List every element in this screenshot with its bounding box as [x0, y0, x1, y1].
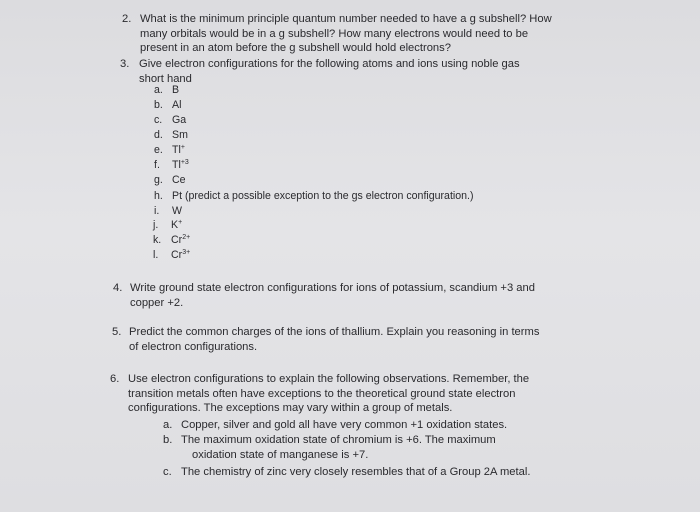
question-5-line: of electron configurations. — [129, 340, 258, 353]
question-3-item: h. Pt (predict a possible exception to the gs electron configuration.) — [154, 190, 474, 202]
question-4-number: 4. — [113, 282, 123, 294]
question-4 — [113, 281, 583, 311]
question-5 — [112, 325, 582, 355]
question-5-line: Predict the common charges of the ions of thallium. Explain you reasoning in terms — [129, 326, 540, 338]
question-2-line: present in an atom before the g subshell would hold electrons? — [140, 42, 451, 55]
question-3 — [120, 57, 580, 87]
question-6 — [110, 372, 580, 418]
question-6-item: a. Copper, silver and gold all have very common +1 oxidation states. — [163, 419, 508, 431]
question-3-item: c. Ga — [154, 114, 187, 126]
question-3-line: Give electron configurations for the following atoms and ions using noble gas — [139, 58, 520, 70]
question-3-item: b. Al — [154, 99, 182, 111]
question-2-line: many orbitals would be in a g subshell? How many electrons would need to be — [140, 27, 529, 40]
question-3-item: e. Tl+ — [154, 144, 185, 156]
question-5-number: 5. — [112, 326, 122, 338]
question-6-number: 6. — [110, 373, 120, 385]
question-2-number: 2. — [122, 13, 132, 25]
question-3-item: l. $Cr^{3+}$ — [153, 249, 191, 261]
question-4-line: Write ground state electron configurations for ions of potassium, scandium +3 and — [130, 282, 535, 294]
question-4-line: copper +2. — [130, 296, 184, 309]
question-6-line: configurations. The exceptions may vary within a group of metals. — [128, 402, 453, 415]
question-3-line: short hand — [139, 72, 192, 85]
question-3-item: g. Ce — [154, 174, 186, 186]
question-6-item: c. The chemistry of zinc very closely resembles that of a Group 2A metal. — [163, 466, 531, 478]
question-6-line: Use electron configurations to explain the following observations. Remember, the — [128, 373, 530, 385]
question-3-item: a. B — [154, 84, 180, 96]
question-3-item: d. Sm — [154, 129, 188, 141]
question-3-number: 3. — [120, 58, 130, 70]
question-2-line: What is the minimum principle quantum number needed to have a g subshell? How — [140, 13, 552, 25]
question-3-item: i. W — [154, 205, 182, 217]
question-3-item: k. $Cr^{2+}$ — [153, 234, 191, 246]
question-3-item: f. $Tl^{+3}$ — [154, 159, 189, 171]
question-6-item: b. The maximum oxidation state of chromium is +6. The maximum oxidation state of manganese is +7. — [163, 434, 496, 461]
question-3-item: j. K+ — [153, 219, 183, 231]
question-2 — [122, 12, 582, 58]
question-6-line: transition metals often have exceptions to the theoretical ground state electron — [128, 387, 516, 400]
